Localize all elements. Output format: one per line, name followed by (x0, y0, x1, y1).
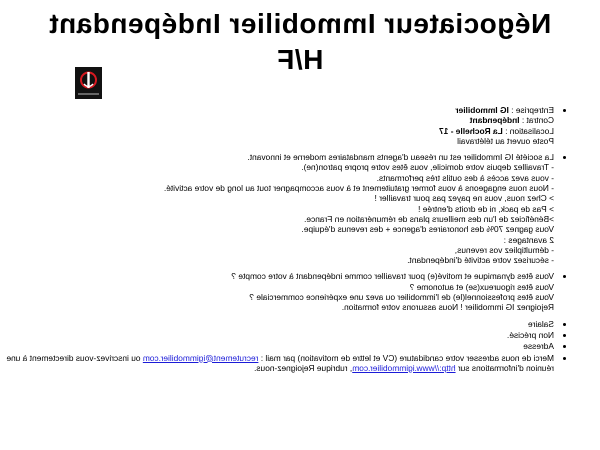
description-line: - Travaillez depuis votre domicile, vous êtes votre propre patron(ne). (301, 162, 554, 173)
list-item-salaire (0, 319, 554, 329)
profile-line: Vous êtes professionnel(le) de l'immobilier ou avez une expérience commerciale ? (249, 292, 554, 303)
localisation-label: Localisation : (502, 125, 554, 136)
non-precise-text: • Non précisé. (506, 329, 554, 340)
contact-text-3: , rubrique Rejoignez-nous. (254, 362, 353, 373)
profile-line: • Vous êtes dynamique et motivé(e) pour travailler comme indépendant à votre compte ? (231, 271, 554, 282)
contact-text-2: ou inscrivez-vous directement à une réunion d'informations sur (6, 352, 554, 373)
entreprise-line (0, 105, 554, 115)
website-link[interactable]: http://www.igimmobilier.com (352, 362, 456, 373)
job-details-list (0, 105, 576, 379)
list-item-contact (0, 353, 554, 374)
list-item-adresse (0, 341, 554, 351)
description-line: - sécurisez votre activité d'indépendant. (407, 255, 554, 266)
description-line: • La société IG Immobilier est un réseau d'agents mandataires moderne et innovant. (247, 152, 554, 163)
list-item-info (0, 105, 554, 146)
description-line: > Chez nous, vous ne payez pas pour travailler ! (374, 193, 554, 204)
entreprise-label: Entreprise : (508, 105, 554, 115)
list-item-non-precise (0, 330, 554, 340)
page-title-line2: H/F (276, 44, 324, 75)
description-line: Vous gagnez 70% des honoraires d'agence + des revenus d'équipe. (301, 224, 554, 235)
description-line: >Bénéficiez de l'un des meilleurs plans de rémunération en France. (304, 213, 554, 224)
description-line: - Nous nous engageons à vous former gratuitement et à vous accompagner tout au long de votre activité. (163, 183, 554, 194)
contrat-value: Indépendant (469, 115, 520, 126)
ig-immobilier-logo-icon (75, 67, 102, 99)
contrat-label: Contrat : (519, 115, 554, 126)
description-line: - vous avez accès à des outils très performants. (376, 172, 554, 183)
contact-text-1: Merci de nous adresser votre candidature (CV et lettre de motivation) par mail : (258, 352, 554, 363)
list-item-profile (0, 271, 554, 312)
profile-line: Vous êtes rigoureux(se) et autonome ? (409, 281, 554, 292)
description-line: > Pas de pack, ni de droits d'entrée ! (418, 203, 554, 214)
profile-line: Rejoignez IG immobilier ! Nous assurons votre formation. (341, 302, 554, 313)
list-item-description (0, 152, 554, 265)
page-title (40, 6, 560, 78)
page-title-line1: Négociateur Immobilier Indépendant (48, 8, 552, 39)
salaire-text: • Salaire (527, 318, 554, 329)
contrat-line (0, 115, 554, 125)
localisation-value: La Rochelle - 17 (439, 125, 503, 136)
localisation-line (0, 126, 554, 136)
poste-line: Poste ouvert au télétravail (457, 135, 554, 146)
entreprise-value: IG Immobilier (455, 105, 509, 115)
adresse-text: • Adresse (523, 341, 554, 352)
description-line: - démultipliez vos revenus, (454, 244, 554, 255)
email-link[interactable]: recrutement@igimmobilier.com (142, 352, 259, 363)
contact-paragraph (0, 353, 554, 374)
description-line: 2 avantages : (503, 234, 554, 245)
